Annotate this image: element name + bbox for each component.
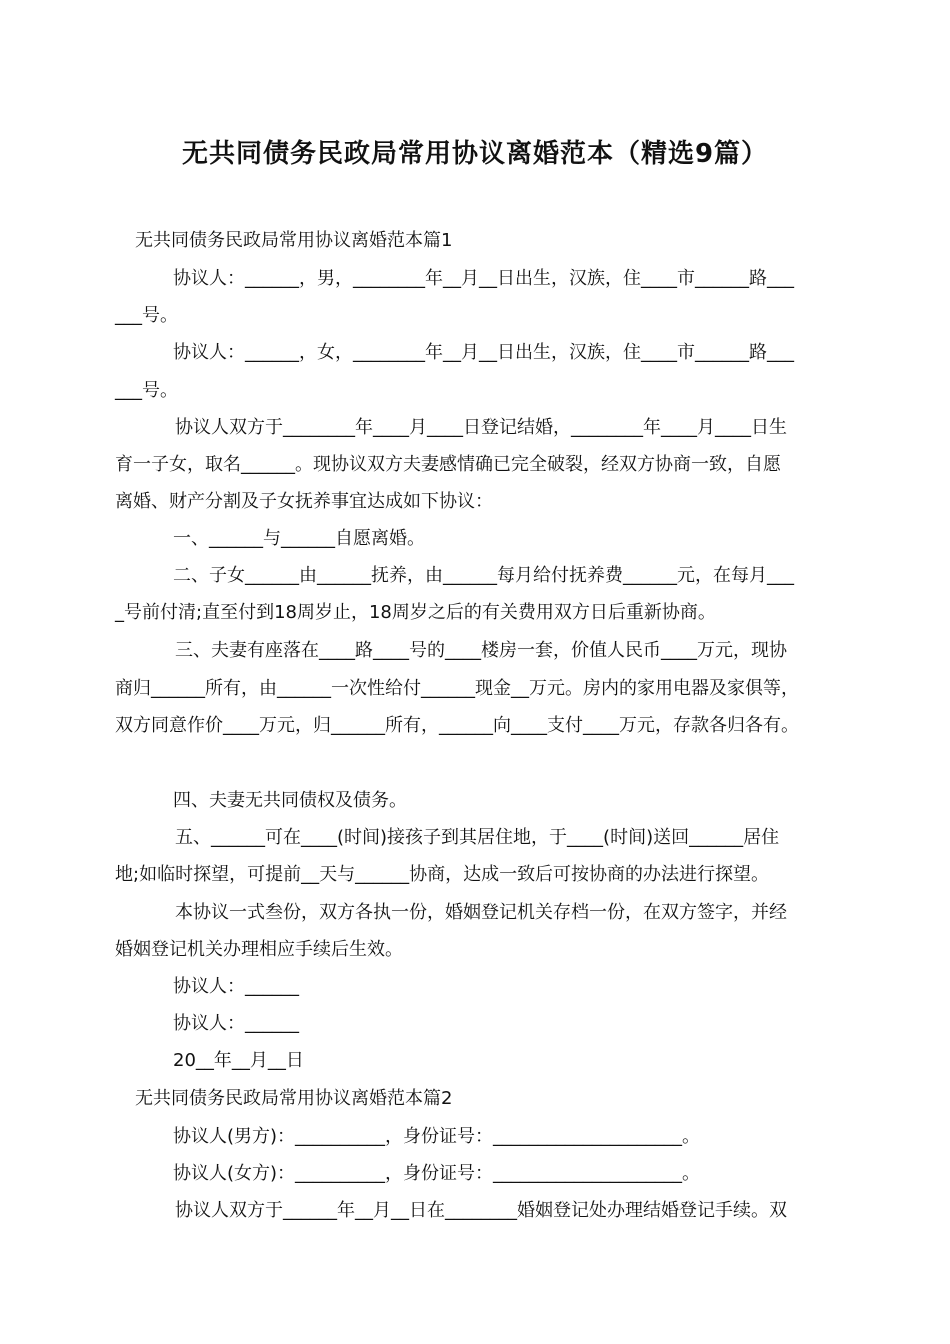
paragraph-line: 育一子女，取名______。现协议双方夫妻感情确已完全破裂，经双方协商一致，自愿: [115, 454, 781, 475]
paragraph-line: ___号。: [115, 305, 178, 326]
paragraph-line: 双方同意作价____万元，归______所有，______向____支付____万元，存款各归各有。: [115, 715, 799, 736]
paragraph-line: 本协议一式叁份，双方各执一份，婚姻登记机关存档一份，在双方签字，并经: [175, 902, 787, 923]
paragraph-line: 婚姻登记机关办理相应手续后生效。: [115, 939, 403, 960]
date-line: 20__年__月__日: [173, 1050, 304, 1071]
section-heading-2: 无共同债务民政局常用协议离婚范本篇2: [135, 1088, 453, 1109]
paragraph-line: 协议人(女方)：__________，身份证号：_____________________。: [173, 1163, 701, 1184]
clause-line: 四、夫妻无共同债权及债务。: [173, 790, 407, 811]
paragraph-line: 地;如临时探望，可提前__天与______协商，达成一致后可按协商的办法进行探望。: [115, 864, 770, 885]
paragraph-line: ___号。: [115, 380, 178, 401]
paragraph-line: 离婚、财产分割及子女抚养事宜达成如下协议：: [115, 491, 493, 512]
clause-line: 五、______可在____(时间)接孩子到其居住地，于____(时间)送回______居住: [175, 827, 780, 848]
section-heading-1: 无共同债务民政局常用协议离婚范本篇1: [135, 230, 453, 251]
clause-line: 三、夫妻有座落在____路____号的____楼房一套，价值人民币____万元，现协: [175, 640, 787, 661]
paragraph-line: _号前付清;直至付到18周岁止，18周岁之后的有关费用双方日后重新协商。: [115, 602, 716, 623]
signature-line: 协议人：______: [173, 976, 299, 997]
clause-line: 二、子女______由______抚养，由______每月给付抚养费______元，在每月___: [173, 565, 794, 586]
paragraph-line: 协议人(男方)：__________，身份证号：_____________________。: [173, 1126, 701, 1147]
signature-line: 协议人：______: [173, 1013, 299, 1034]
paragraph-line: 协议人：______，男，________年__月__日出生，汉族，住____市______路___: [173, 268, 794, 289]
paragraph-line: 商归______所有，由______一次性给付______现金__万元。房内的家用电器及家俱等，: [115, 678, 799, 699]
paragraph-line: 协议人：______，女，________年__月__日出生，汉族，住____市______路___: [173, 342, 794, 363]
document-title: 无共同债务民政局常用协议离婚范本（精选9篇）: [181, 139, 769, 169]
clause-line: 一、______与______自愿离婚。: [173, 528, 425, 549]
paragraph-line: 协议人双方于______年__月__日在________婚姻登记处办理结婚登记手续。双: [175, 1200, 787, 1221]
paragraph-line: 协议人双方于________年____月____日登记结婚，________年____月____日生: [175, 417, 787, 438]
